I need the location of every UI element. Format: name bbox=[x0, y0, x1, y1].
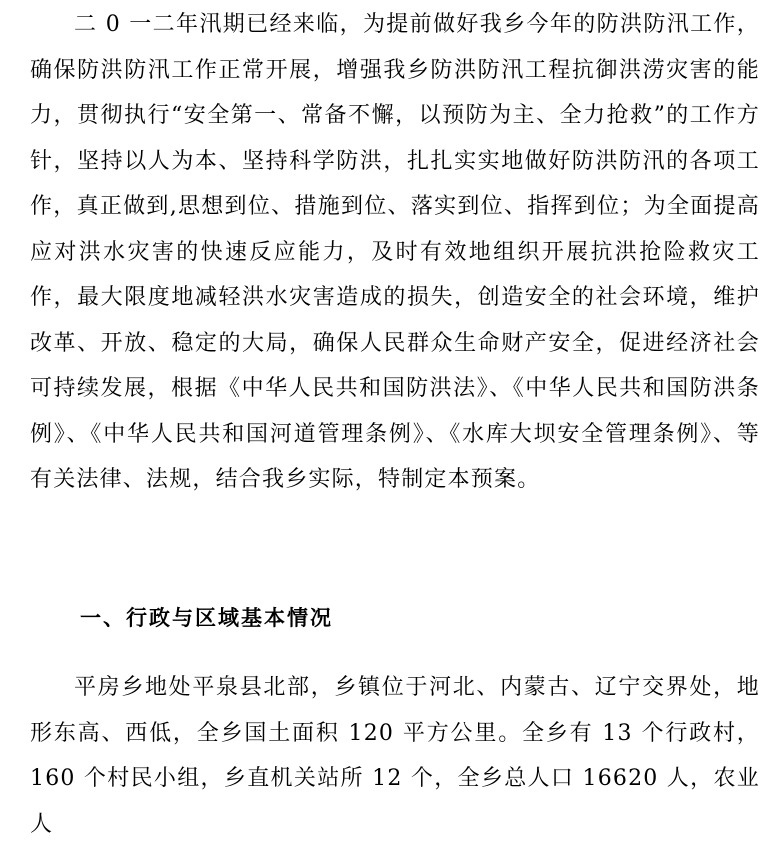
intro-paragraph: 二 0 一二年汛期已经来临，为提前做好我乡今年的防洪防汛工作，确保防洪防汛工作正常开展，增强我乡防洪防汛工程抗御洪涝灾害的能力，贯彻执行“安全第一、常备不懈，以预防为主、全力抢救”的工作方针，坚持以人为本、坚持科学防洪，扎扎实实地做好防洪防汛的各项工作，真正做到,思想到位、措施到位、落实到位、指挥到位；为全面提高应对洪水灾害的快速反应能力，及时有效地组织开展抗洪抢险救灾工作，最大限度地减轻洪水灾害造成的损失，创造安全的社会环境，维护改革、开放、稳定的大局，确保人民群众生命财产安全，促进经济社会可持续发展，根据《中华人民共和国防洪法》、《中华人民共和国防洪条例》、《中华人民共和国河道管理条例》、《水库大坝安全管理条例》、等有关法律、法规，结合我乡实际，特制定本预案。 bbox=[30, 12, 760, 492]
section-heading: 一、行政与区域基本情况 bbox=[80, 606, 333, 630]
section-paragraph: 平房乡地处平泉县北部，乡镇位于河北、内蒙古、辽宁交界处，地形东高、西低，全乡国土面积 120 平方公里。全乡有 13 个行政村，160 个村民小组，乡直机关站所 12 个，全乡总人口 16620 人，农业人 bbox=[30, 675, 760, 837]
